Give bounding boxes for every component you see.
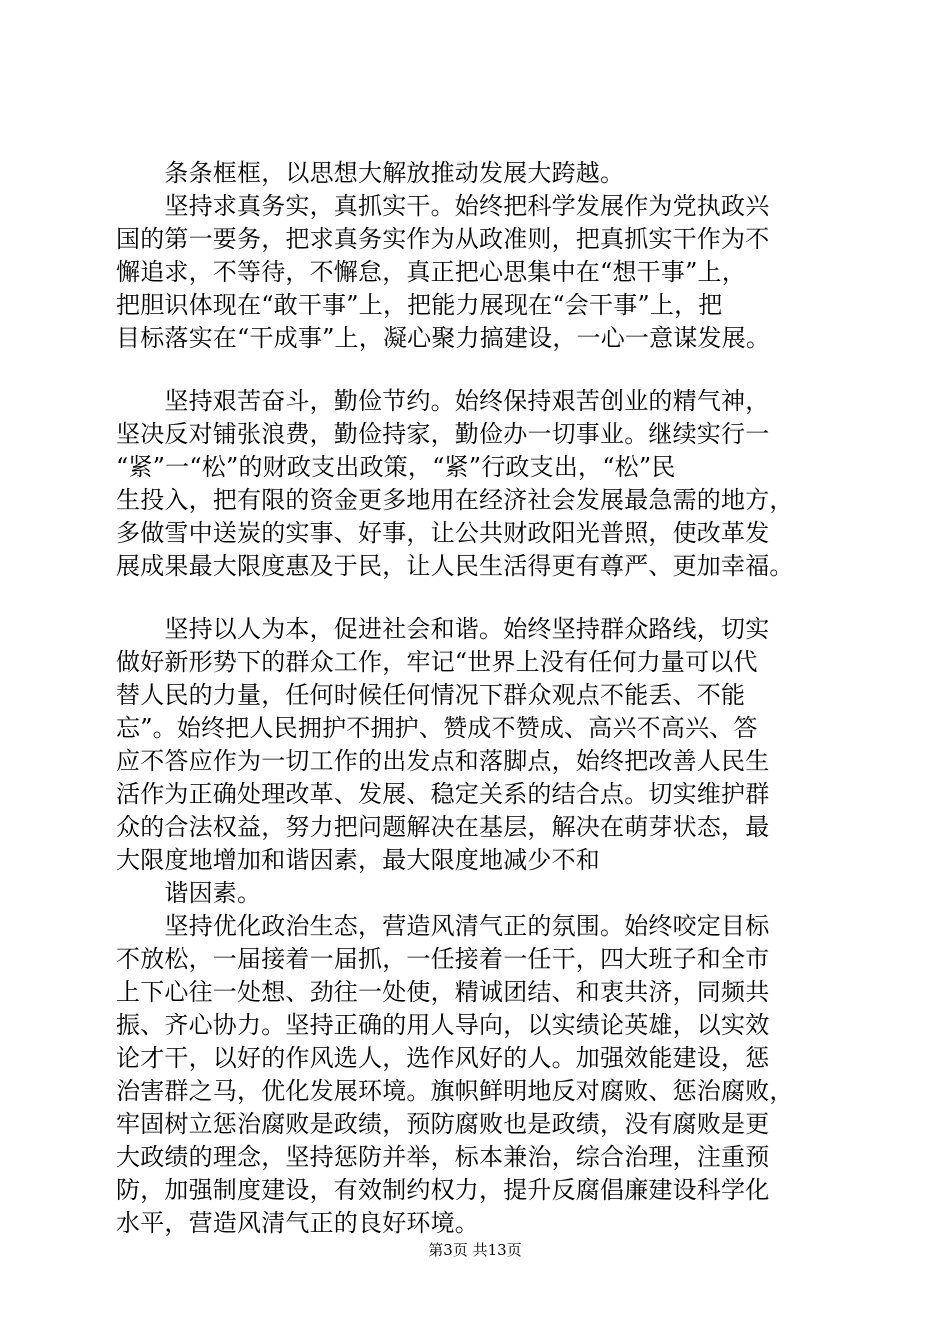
text-line: 应不答应作为一切工作的出发点和落脚点，始终把改善人民生 [116, 747, 770, 775]
text-line: 坚持求真务实，真抓实干。始终把科学发展作为党执政兴 [116, 192, 770, 220]
text-line: 水平，营造风清气正的良好环境。 [116, 1209, 479, 1237]
text-line: 条条框框，以思想大解放推动发展大跨越。 [116, 159, 625, 187]
text-line: 展成果最大限度惠及于民，让人民生活得更有尊严、更加幸福。 [116, 552, 794, 580]
text-line: 目标落实在“干成事”上，凝心聚力搞建设，一心一意谋发展。 [116, 324, 771, 352]
text-line: 做好新形势下的群众工作，牢记“世界上没有任何力量可以代 [116, 648, 758, 676]
text-line: 防，加强制度建设，有效制约权力，提升反腐倡廉建设科学化 [116, 1176, 770, 1204]
text-line: 谐因素。 [116, 879, 262, 907]
text-line: 坚持优化政治生态，营造风清气正的氛围。始终咬定目标 [116, 912, 770, 940]
text-line: 替人民的力量，任何时候任何情况下群众观点不能丢、不能 [116, 681, 746, 709]
text-line: 牢固树立惩治腐败是政绩，预防腐败也是政绩，没有腐败是更 [116, 1110, 770, 1138]
text-line: 治害群之马，优化发展环境。旗帜鲜明地反对腐败、惩治腐败， [116, 1077, 794, 1105]
text-line: 振、齐心协力。坚持正确的用人导向，以实绩论英雄，以实效 [116, 1011, 770, 1039]
text-line: 活作为正确处理改革、发展、稳定关系的结合点。切实维护群 [116, 780, 770, 808]
text-line: 坚持艰苦奋斗，勤俭节约。始终保持艰苦创业的精气神， [116, 387, 770, 415]
text-line: 忘”。始终把人民拥护不拥护、赞成不赞成、高兴不高兴、答 [116, 714, 758, 742]
text-line: 多做雪中送炭的实事、好事，让公共财政阳光普照，使改革发 [116, 519, 770, 547]
text-line: 大政绩的理念，坚持惩防并举，标本兼治，综合治理，注重预 [116, 1143, 770, 1171]
text-line: 论才干，以好的作风选人，选作风好的人。加强效能建设，惩 [116, 1044, 770, 1072]
text-line: 不放松，一届接着一届抓，一任接着一任干，四大班子和全市 [116, 945, 770, 973]
page-footer: 第3页 共13页 [428, 1241, 522, 1259]
text-line: 大限度地增加和谐因素，最大限度地减少不和 [116, 846, 600, 874]
text-line: 上下心往一处想、劲往一处使，精诚团结、和衷共济，同频共 [116, 978, 770, 1006]
text-line: 国的第一要务，把求真务实作为从政准则，把真抓实干作为不 [116, 225, 770, 253]
text-line: “紧”一“松”的财政支出政策，“紧”行政支出，“松”民 [116, 453, 676, 481]
text-line: 坚持以人为本，促进社会和谐。始终坚持群众路线，切实 [116, 615, 770, 643]
text-line: 生投入，把有限的资金更多地用在经济社会发展最急需的地方， [116, 486, 794, 514]
text-line: 众的合法权益，努力把问题解决在基层，解决在萌芽状态，最 [116, 813, 770, 841]
text-line: 懈追求，不等待，不懈怠，真正把心思集中在“想干事”上， [116, 258, 746, 286]
text-line: 坚决反对铺张浪费，勤俭持家，勤俭办一切事业。继续实行一 [116, 420, 770, 448]
text-line: 把胆识体现在“敢干事”上，把能力展现在“会干事”上，把 [116, 291, 723, 319]
